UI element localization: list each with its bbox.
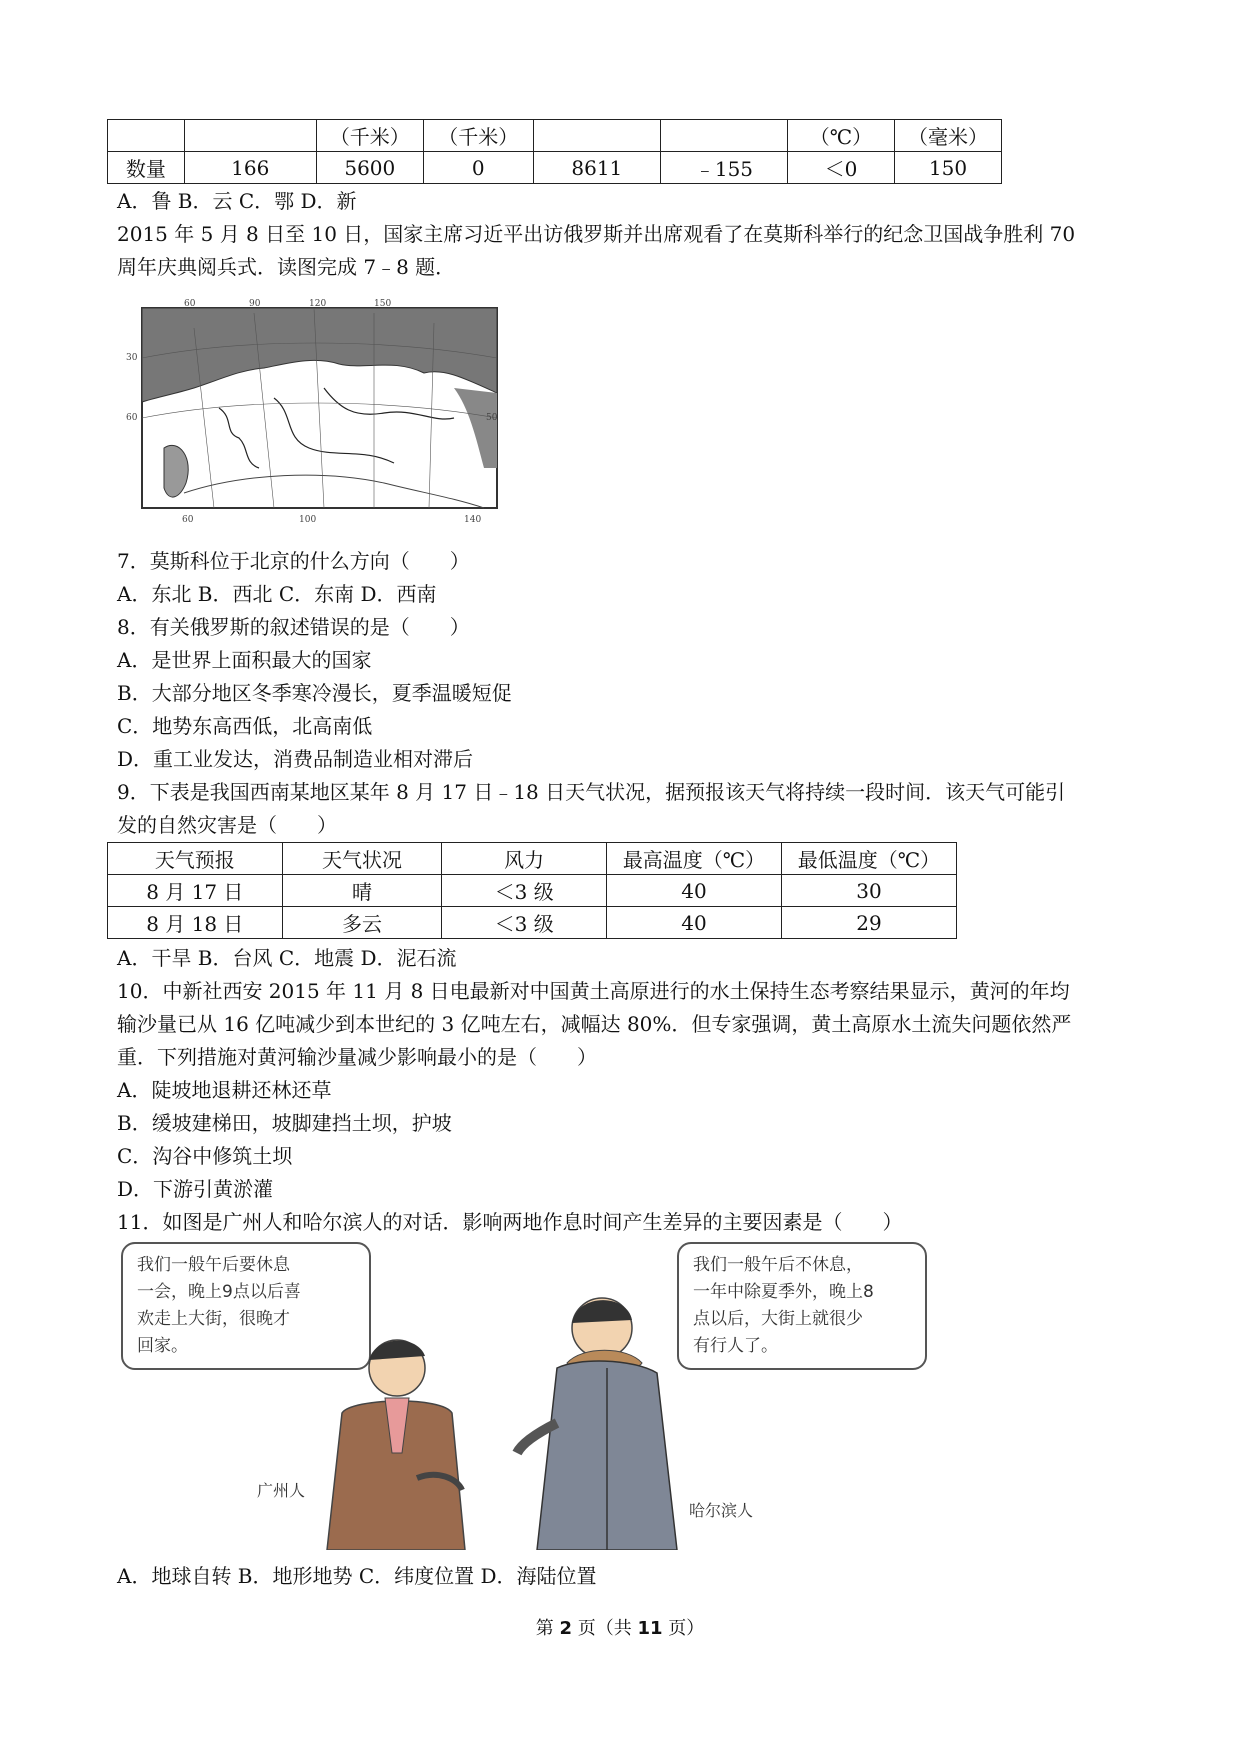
q10-option-b: B．缓坡建梯田，坡脚建挡土坝，护坡	[117, 1111, 452, 1135]
table-cell: 166	[184, 152, 316, 184]
bubble-line: 回家。	[137, 1336, 188, 1356]
table-cell: 150	[894, 152, 1001, 184]
footer-prefix: 第	[535, 1618, 554, 1639]
q10-option-a: A．陡坡地退耕还林还草	[117, 1078, 332, 1102]
table-cell: 0	[423, 152, 533, 184]
table-row	[108, 120, 1002, 152]
bubble-line: 点以后，大街上就很少	[693, 1309, 863, 1329]
guangzhou-label: 广州人	[257, 1481, 306, 1500]
map-label: 140	[464, 515, 482, 525]
table-header-cell: 天气预报	[108, 843, 283, 875]
map-label: 30	[126, 353, 138, 363]
table-cell: （毫米）	[894, 120, 1001, 152]
q10-stem-line2: 输沙量已从 16 亿吨减少到本世纪的 3 亿吨左右，减幅达 80%．但专家强调，黄土高原水土流失问题依然严	[117, 1012, 1072, 1036]
q9-options: A．干旱 B．台风 C．地震 D．泥石流	[117, 946, 457, 970]
q10-option-c: C．沟谷中修筑土坝	[117, 1144, 293, 1168]
table-cell: 5600	[316, 152, 423, 184]
table-cell: 29	[781, 907, 956, 939]
bubble-line: 我们一般午后要休息	[137, 1255, 290, 1275]
q8-option-b: B．大部分地区冬季寒冷漫长，夏季温暖短促	[117, 681, 512, 705]
bubble-line: 一年中除夏季外，晚上8	[693, 1282, 874, 1302]
table-cell: ＜3 级	[442, 875, 607, 907]
q11-stem: 11．如图是广州人和哈尔滨人的对话．影响两地作息时间产生差异的主要因素是（ ）	[117, 1210, 903, 1234]
q8-option-c: C．地势东高西低，北高南低	[117, 714, 373, 738]
map-label: 150	[374, 299, 392, 309]
q8-option-a: A．是世界上面积最大的国家	[117, 648, 372, 672]
table-cell: （千米）	[316, 120, 423, 152]
harbin-man-hair	[572, 1300, 632, 1323]
page-footer	[0, 1614, 1240, 1640]
table-cell	[108, 120, 185, 152]
people-illustration	[117, 1238, 917, 1550]
bubble-line: 我们一般午后不休息，	[693, 1255, 863, 1275]
harbin-label: 哈尔滨人	[689, 1501, 754, 1520]
table-header-row	[108, 843, 957, 875]
footer-page-number: 2	[559, 1618, 572, 1639]
table-cell: 8 月 18 日	[108, 907, 283, 939]
intro-7-8-line1: 2015 年 5 月 8 日至 10 日，国家主席习近平出访俄罗斯并出席观看了在莫斯科举行的纪念卫国战争胜利 70	[117, 222, 1076, 246]
q8-option-d: D．重工业发达，消费品制造业相对滞后	[117, 747, 474, 771]
intro-7-8-line2: 周年庆典阅兵式．读图完成 7﹣8 题．	[117, 255, 456, 279]
table-row	[108, 152, 1002, 184]
q10-stem-line3: 重．下列措施对黄河输沙量减少影响最小的是（ ）	[117, 1045, 597, 1069]
q7-stem: 7．莫斯科位于北京的什么方向（ ）	[117, 549, 470, 573]
q11-options: A．地球自转 B．地形地势 C．纬度位置 D．海陆位置	[117, 1564, 597, 1588]
footer-mid: 页（共	[577, 1618, 632, 1639]
map-label: 50	[486, 413, 498, 423]
table-row	[108, 907, 957, 939]
map-label: 100	[299, 515, 317, 525]
q10-option-d: D．下游引黄淤灌	[117, 1177, 274, 1201]
map-label: 60	[182, 515, 194, 525]
russia-map	[124, 298, 504, 526]
q7-options: A．东北 B．西北 C．东南 D．西南	[117, 582, 437, 606]
table-cell	[660, 120, 787, 152]
bubble-line: 有行人了。	[693, 1336, 778, 1356]
map-label: 60	[126, 413, 138, 423]
table-cell	[533, 120, 660, 152]
table-cell: 30	[781, 875, 956, 907]
table-cell: （千米）	[423, 120, 533, 152]
data-table-continued	[107, 119, 1002, 184]
table-cell: ﹣155	[660, 152, 787, 184]
dialogue-cartoon	[117, 1238, 917, 1550]
q9-stem-line2: 发的自然灾害是（ ）	[117, 813, 337, 837]
table-header-cell: 天气状况	[282, 843, 442, 875]
table-cell: 8 月 17 日	[108, 875, 283, 907]
bubble-line: 欢走上大街，很晚才	[137, 1309, 290, 1329]
map-label: 60	[184, 299, 196, 309]
map-label: 120	[309, 299, 327, 309]
table-header-cell: 最高温度（℃）	[607, 843, 782, 875]
table-cell: 数量	[108, 152, 185, 184]
table-header-cell: 风力	[442, 843, 607, 875]
footer-suffix: 页）	[668, 1618, 705, 1639]
q9-stem-line1: 9．下表是我国西南某地区某年 8 月 17 日﹣18 日天气状况，据预报该天气将持续一段时间．该天气可能引	[117, 780, 1066, 804]
bubble-line: 一会，晚上9点以后喜	[137, 1282, 301, 1302]
table-cell: ＜3 级	[442, 907, 607, 939]
table-cell	[184, 120, 316, 152]
map-label: 90	[249, 299, 261, 309]
q6-options: A．鲁 B．云 C．鄂 D．新	[117, 189, 357, 213]
table-cell: （℃）	[788, 120, 895, 152]
table-cell: 晴	[282, 875, 442, 907]
table-header-cell: 最低温度（℃）	[781, 843, 956, 875]
table-cell: ＜0	[788, 152, 895, 184]
table-row	[108, 875, 957, 907]
q8-stem: 8．有关俄罗斯的叙述错误的是（ ）	[117, 615, 470, 639]
footer-total-pages: 11	[637, 1618, 663, 1639]
table-cell: 多云	[282, 907, 442, 939]
weather-table	[107, 842, 957, 939]
table-cell: 40	[607, 875, 782, 907]
q10-stem-line1: 10．中新社西安 2015 年 11 月 8 日电最新对中国黄土高原进行的水土保持生态考察结果显示，黄河的年均	[117, 979, 1070, 1003]
table-cell: 40	[607, 907, 782, 939]
table-cell: 8611	[533, 152, 660, 184]
